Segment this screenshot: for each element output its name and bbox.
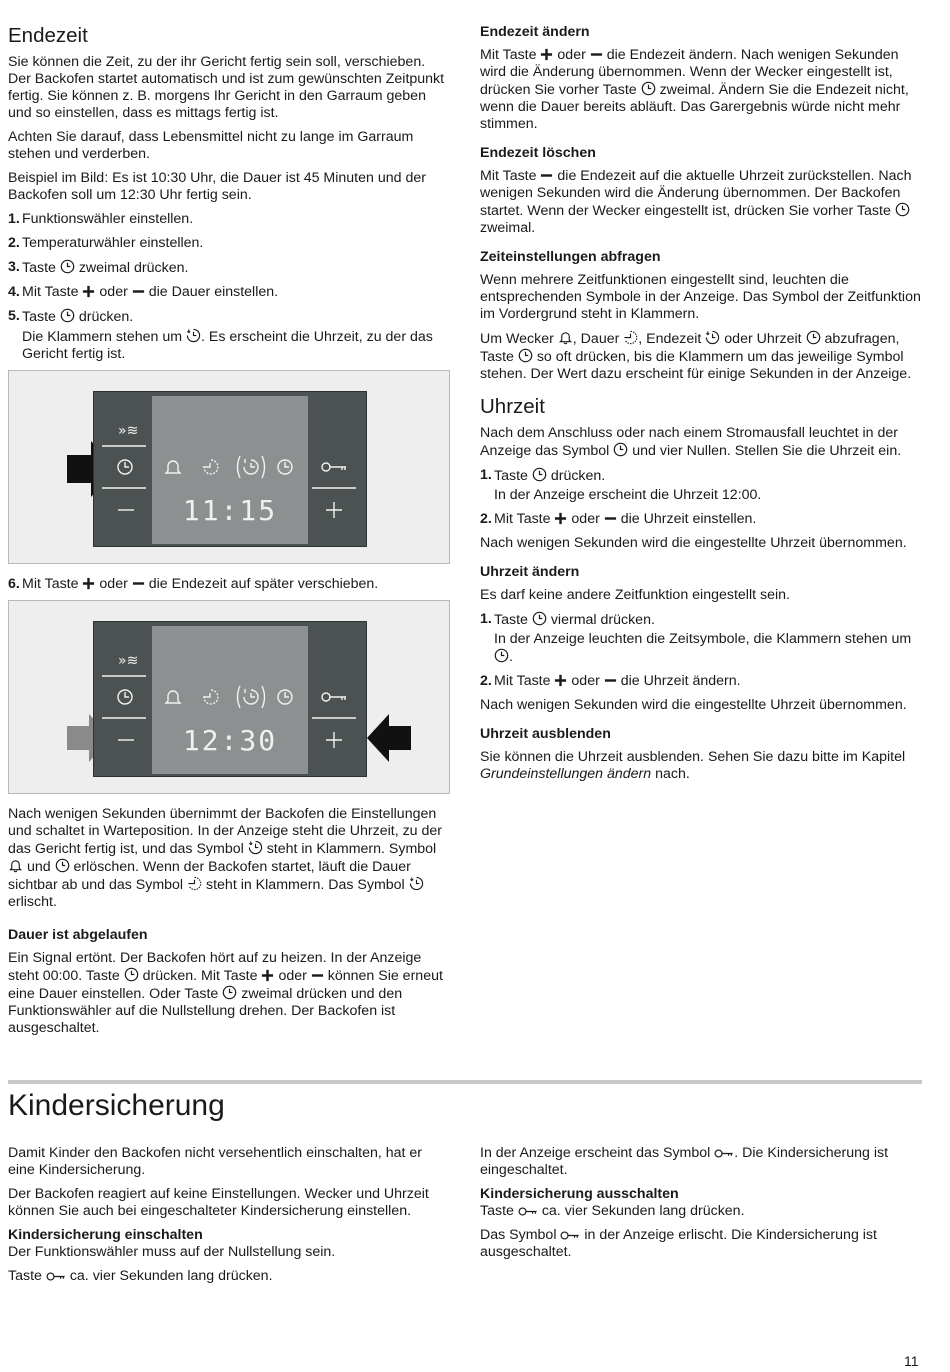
para-text: erlischt. (8, 894, 57, 910)
clock-icon (494, 648, 509, 663)
uhrzeit-aendern-step-1-note (480, 631, 922, 666)
endezeit-intro: Sie können die Zeit, zu der ihr Gericht fertig sein soll, verschieben. Der Backofen startet automatisch und ist zum gewünschten Zeitpunkt fertig. Sie können z. B. morgens Ihr Gericht in den Garraum geben und so einstellen, dass es mittags fertig ist. (8, 54, 445, 121)
uhrzeit-step-1-note: In der Anzeige erscheint die Uhrzeit 12:00. (494, 487, 762, 503)
para-text: ca. vier Sekunden lang drücken. (541, 1203, 745, 1219)
control-panel (93, 391, 367, 547)
step-text: die Uhrzeit einstellen. (620, 511, 757, 527)
para-text: in der Anzeige erlischt. Die Kindersicherung ist ausgeschaltet. (480, 1227, 877, 1260)
para-text: ca. vier Sekunden lang drücken. (69, 1268, 273, 1284)
endezeit-warning: Achten Sie darauf, dass Lebensmittel nicht zu lange im Garraum stehen und verderben. (8, 129, 414, 162)
minus-icon (311, 969, 324, 982)
plus-icon (554, 674, 567, 687)
step-5-note (8, 328, 450, 363)
para-text: die Endezeit auf die aktuelle Uhrzeit zurückstellen. Nach wenigen Sekunden wird die Änderung übernommen. Der Backofen startet. Wenn der Wecker eingestellt ist, drücken Sie vorher Taste (480, 168, 912, 219)
step-text: Taste (22, 260, 56, 276)
display-time: 11:15 (182, 494, 278, 527)
plus-icon (540, 48, 553, 61)
endezeit-example: Beispiel im Bild: Es ist 10:30 Uhr, die Dauer ist 45 Minuten und der Backofen soll um 12:30 Uhr fertig sein. (8, 170, 426, 203)
step-text: drücken. (550, 468, 606, 484)
panel-symbols (94, 392, 368, 548)
kinder-info: Der Backofen reagiert auf keine Einstellungen. Wecker und Uhrzeit können Sie auch bei eingeschalteter Kindersicherung einstellen. (8, 1186, 429, 1219)
step-text: die Uhrzeit ändern. (620, 673, 741, 689)
abfragen-text-1: Wenn mehrere Zeitfunktionen eingestellt sind, leuchten die entsprechenden Symbole in der Anzeige. Das Symbol der Zeitfunktion im Vordergrund steht in Klammern. (480, 272, 921, 322)
clock-icon (60, 259, 75, 274)
section-divider (8, 1080, 922, 1084)
step-text: Funktionswähler einstellen. (22, 211, 194, 227)
step-number: 4. (8, 284, 20, 300)
step-number: 3. (8, 259, 20, 275)
para-text: Mit Taste (480, 168, 537, 184)
para-text: Um Wecker (480, 331, 554, 347)
para-text: steht in Klammern. Symbol (266, 841, 437, 857)
para-text: die Endezeit ändern. Nach wenigen Sekunden wird die Änderung übernommen. Wenn der Wecker eingestellt ist, drücken Sie vorher Taste (480, 47, 899, 98)
step-1 (8, 211, 450, 228)
para-text: steht in Klammern. Das Symbol (206, 877, 405, 893)
svg-text:»≋: »≋ (118, 423, 139, 439)
uhrzeit-result: Nach wenigen Sekunden wird die eingestellte Uhrzeit übernommen. (480, 535, 907, 551)
kinder-eingeschaltet-text (480, 1145, 922, 1179)
para-text: zweimal. (480, 220, 536, 236)
duration-icon (623, 330, 638, 345)
duration-icon (187, 876, 202, 891)
step-text: oder (571, 673, 600, 689)
step-text: Taste (494, 612, 528, 628)
step-5 (8, 308, 450, 326)
clock-icon (613, 442, 628, 457)
step-text: Mit Taste (22, 284, 79, 300)
plus-icon (554, 512, 567, 525)
step-text: die Dauer einstellen. (148, 284, 279, 300)
svg-text:»≋: »≋ (118, 653, 139, 669)
step-text: Taste (22, 309, 56, 325)
step-text: die Endezeit auf später verschieben. (148, 576, 379, 592)
heading-kinder-ausschalten: Kindersicherung ausschalten (480, 1186, 679, 1202)
step-text: Mit Taste (494, 511, 551, 527)
step-text: oder (99, 576, 128, 592)
bell-icon (8, 858, 23, 873)
endtime-icon (186, 328, 201, 343)
step-2 (8, 235, 450, 252)
endtime-icon (705, 330, 720, 345)
para-text: nach. (655, 766, 690, 782)
bell-icon (558, 330, 573, 345)
para-text: , Dauer (572, 331, 620, 347)
heading-endezeit-loeschen: Endezeit löschen (480, 145, 596, 161)
page-number: 11 (904, 1353, 919, 1369)
step-text: oder (571, 511, 600, 527)
step-text: Taste (494, 468, 528, 484)
panel-symbols (94, 622, 368, 778)
heading-dauer-abgelaufen: Dauer ist abgelaufen (8, 927, 148, 943)
step-number: 1. (8, 211, 20, 227)
plus-icon (261, 969, 274, 982)
control-panel (93, 621, 367, 777)
clock-icon (532, 467, 547, 482)
endezeit-aendern-text (480, 47, 922, 133)
oven-panel-figure-1 (8, 370, 450, 564)
uhrzeit-aendern-result: Nach wenigen Sekunden wird die eingestellte Uhrzeit übernommen. (480, 697, 907, 713)
para-text: und vier Nullen. Stellen Sie die Uhrzeit ein. (632, 443, 902, 459)
uhrzeit-ausblenden-text (480, 749, 922, 783)
clock-icon (895, 202, 910, 217)
step-text: Mit Taste (22, 576, 79, 592)
kinder-intro: Damit Kinder den Backofen nicht versehentlich einschalten, hat er eine Kindersicherung. (8, 1145, 423, 1178)
dauer-abgelaufen-text (8, 950, 450, 1037)
step-number: 1. (480, 611, 492, 627)
para-text: oder Uhrzeit (724, 331, 802, 347)
heading-kinder-einschalten: Kindersicherung einschalten (8, 1227, 203, 1243)
para-text: . Die Kindersicherung ist eingeschaltet. (480, 1145, 889, 1178)
step-number: 2. (480, 511, 492, 527)
para-text: zweimal. Ändern Sie die Endezeit nicht, wenn die Dauer bereits abläuft. Das Garergebnis würde nicht mehr stimmen. (480, 82, 909, 132)
para-text: Nach wenigen Sekunden übernimmt der Backofen die Einstellungen und schaltet in Warteposition. In der Anzeige steht die Uhrzeit, zu der das Gericht fertig ist, und das Symbol (8, 806, 443, 857)
minus-icon (540, 169, 553, 182)
step-text: Temperaturwähler einstellen. (22, 235, 204, 251)
minus-icon (132, 285, 145, 298)
clock-icon (60, 308, 75, 323)
heading-uhrzeit-aendern: Uhrzeit ändern (480, 564, 580, 580)
right-column (480, 24, 922, 790)
minus-icon (604, 674, 617, 687)
note-text: In der Anzeige leuchten die Zeitsymbole, die Klammern stehen um (494, 631, 912, 647)
para-text: Taste (480, 1203, 514, 1219)
para-text: zweimal drücken und den Funktionswähler auf die Nullstellung drehen. Der Backofen ist ausgeschaltet. (8, 986, 403, 1036)
step-number: 5. (8, 308, 20, 324)
endtime-icon (409, 876, 424, 891)
minus-icon (132, 577, 145, 590)
section-title-endezeit: Endezeit (8, 24, 88, 47)
step-text: drücken. (78, 309, 134, 325)
step-number: 6. (8, 576, 20, 592)
kinder-einschalten-step (8, 1268, 450, 1285)
uhrzeit-aendern-text: Es darf keine andere Zeitfunktion eingestellt sein. (480, 587, 790, 603)
key-icon (560, 1230, 580, 1241)
clock-icon (641, 81, 656, 96)
para-text: Das Symbol (480, 1227, 557, 1243)
abfragen-text-2 (480, 330, 922, 383)
warteposition-text (8, 806, 450, 911)
clock-icon (222, 985, 237, 1000)
endezeit-loeschen-text (480, 168, 922, 237)
para-text: drücken. Mit Taste (142, 968, 258, 984)
uhrzeit-aendern-step-1 (480, 611, 922, 629)
step-number: 2. (8, 235, 20, 251)
left-column (8, 24, 450, 1044)
para-text: Nach dem Anschluss oder nach einem Stromausfall leuchtet in der Anzeige das Symbol (480, 425, 898, 459)
note-text: . (509, 649, 513, 665)
step-text: Mit Taste (494, 673, 551, 689)
note-text: Die Klammern stehen um (22, 329, 183, 345)
display-time: 12:30 (182, 724, 278, 757)
para-text: so oft drücken, bis die Klammern um das jeweilige Symbol stehen. Der Wert dazu erscheint für einige Sekunden in der Anzeige. (480, 349, 912, 382)
heading-uhrzeit-ausblenden: Uhrzeit ausblenden (480, 726, 611, 742)
para-text: Mit Taste (480, 47, 537, 63)
kinder-left-column (8, 1145, 450, 1292)
para-text: abzufragen, Taste (480, 331, 900, 365)
step-6 (8, 576, 450, 593)
endtime-icon (248, 840, 263, 855)
note-text: . Es erscheint die Uhrzeit, zu der das Gericht fertig ist. (22, 329, 433, 362)
para-text: Taste (8, 1268, 42, 1284)
para-text: erlöschen. Wenn der Backofen startet, läuft die Dauer sichtbar ab und das Symbol (8, 859, 411, 893)
clock-icon (532, 611, 547, 626)
para-text: oder (557, 47, 586, 63)
minus-icon (590, 48, 603, 61)
kinder-ausschalten-step (480, 1203, 922, 1220)
clock-icon (55, 858, 70, 873)
plus-icon (82, 285, 95, 298)
clock-icon (806, 330, 821, 345)
plus-icon (82, 577, 95, 590)
step-text: viermal drücken. (550, 612, 655, 628)
uhrzeit-step-1 (480, 467, 922, 485)
key-icon (46, 1271, 66, 1282)
clock-icon (124, 967, 139, 982)
uhrzeit-aendern-step-2 (480, 673, 922, 690)
uhrzeit-step-2 (480, 511, 922, 528)
step-4 (8, 284, 450, 301)
para-text: Ein Signal ertönt. Der Backofen hört auf zu heizen. In der Anzeige steht 00:00. Taste (8, 950, 422, 984)
section-title-kindersicherung: Kindersicherung (8, 1089, 225, 1122)
para-text: Sie können die Uhrzeit ausblenden. Sehen Sie dazu bitte im Kapitel (480, 749, 906, 765)
key-icon (518, 1206, 538, 1217)
step-3 (8, 259, 450, 277)
key-icon (714, 1148, 734, 1159)
section-title-uhrzeit: Uhrzeit (480, 395, 545, 418)
kinder-ausgeschaltet-text (480, 1227, 922, 1261)
heading-endezeit-aendern: Endezeit ändern (480, 24, 590, 40)
step-number: 2. (480, 673, 492, 689)
heading-zeiteinstellungen-abfragen: Zeiteinstellungen abfragen (480, 249, 661, 265)
para-text: , Endezeit (638, 331, 702, 347)
kinder-einschalten-text: Der Funktionswähler muss auf der Nullstellung sein. (8, 1244, 336, 1260)
para-text: können Sie erneut eine Dauer einstellen. Oder Taste (8, 968, 443, 1002)
step-number: 1. (480, 467, 492, 483)
para-text: und (26, 859, 51, 875)
minus-icon (604, 512, 617, 525)
uhrzeit-intro (480, 425, 922, 460)
kinder-right-column (480, 1145, 922, 1268)
para-text: oder (278, 968, 307, 984)
step-text: oder (99, 284, 128, 300)
para-text: In der Anzeige erscheint das Symbol (480, 1145, 711, 1161)
oven-panel-figure-2 (8, 600, 450, 794)
step-text: zweimal drücken. (78, 260, 189, 276)
clock-icon (518, 348, 533, 363)
chapter-reference: Grundeinstellungen ändern (480, 766, 652, 782)
